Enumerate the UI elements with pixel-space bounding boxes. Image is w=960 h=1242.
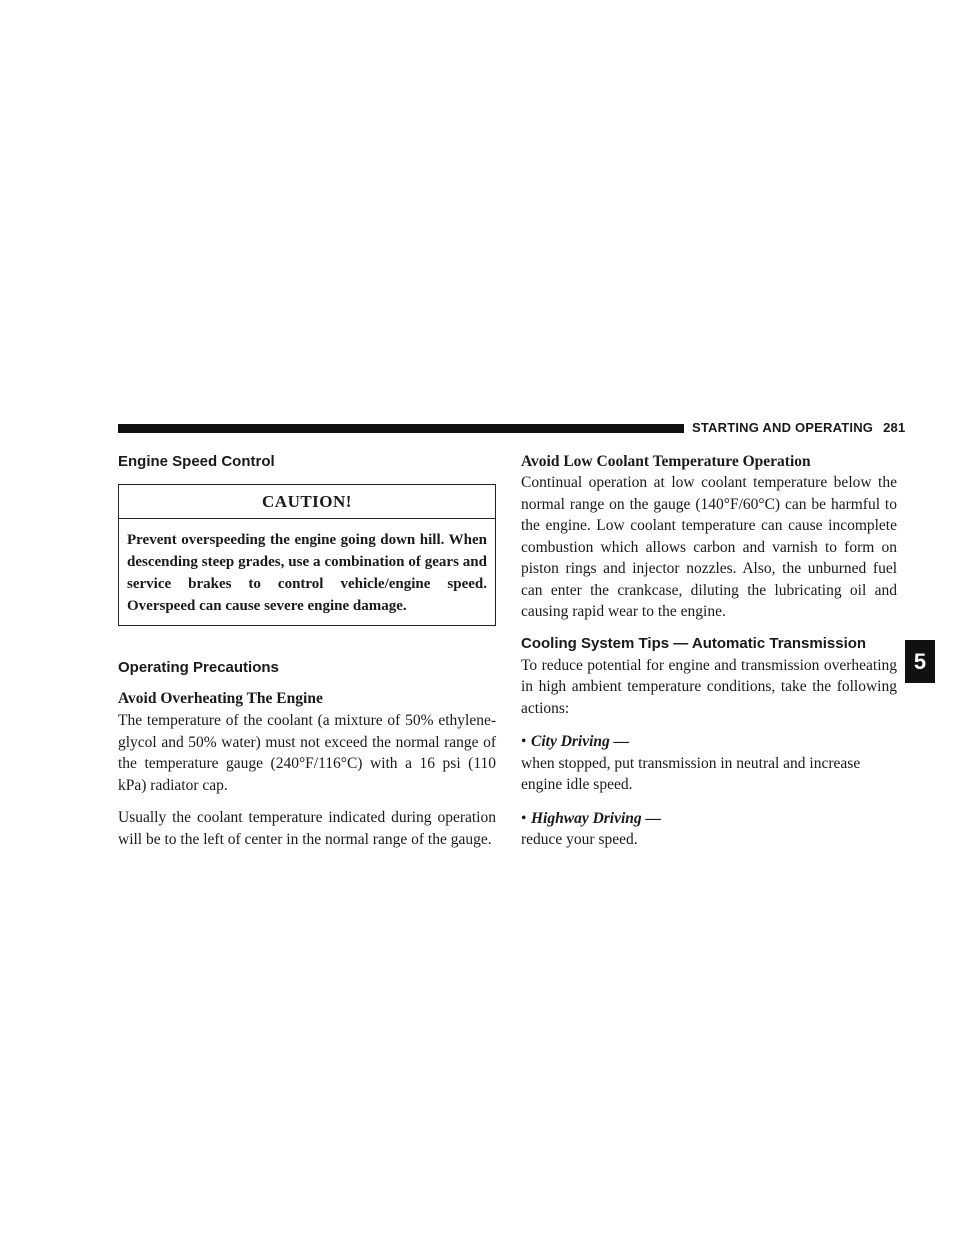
low-coolant-heading: Avoid Low Coolant Temperature Operation: [521, 453, 811, 470]
bullet-highway-driving-text: reduce your speed.: [521, 831, 638, 848]
bullet-label: Highway Driving —: [531, 809, 662, 827]
cooling-tips-heading: Cooling System Tips — Automatic Transmission: [521, 634, 867, 652]
bullet-city-driving: [521, 731, 897, 753]
overheating-paragraph: The temperature of the coolant (a mixture of 50% ethylene-glycol and 50% water) must not exceed the normal range of the temperature gauge (240°F/116°C) with a 16 psi (110 kPa) radiator cap.: [118, 712, 496, 794]
engine-speed-heading: Engine Speed Control: [118, 453, 275, 470]
section-title: STARTING AND OPERATING: [692, 420, 874, 435]
header-rule: [118, 424, 684, 433]
chapter-tab: 5: [905, 640, 935, 683]
caution-box: [118, 484, 496, 626]
cooling-tips-paragraph: To reduce potential for engine and transmission overheating in high ambient temperature conditions, take the following actions:: [521, 656, 897, 717]
left-column: [118, 452, 496, 850]
bullet-highway-driving: [521, 808, 897, 830]
caution-title: CAUTION!: [119, 485, 495, 519]
page-number: 281: [883, 420, 906, 435]
bullet-dot: •: [521, 809, 527, 827]
low-coolant-paragraph: Continual operation at low coolant temperature below the normal range on the gauge (140°F/60°C) can be harmful to the engine. Low coolant temperature can cause incomplete combustion which allows carbon and varnish to form on piston rings and injector nozzles. Also, the unburned fuel can enter the crankcase, diluting the lubricating oil and causing rapid wear to the engine.: [521, 474, 897, 620]
bullet-label: City Driving —: [531, 733, 630, 750]
bullet-dot: •: [521, 733, 527, 750]
coolant-indication-paragraph: Usually the coolant temperature indicated during operation will be to the left of center in the normal range of the gauge.: [118, 809, 496, 848]
bullet-city-driving-text: when stopped, put transmission in neutral and increase engine idle speed.: [521, 754, 861, 793]
running-head: [692, 419, 905, 437]
overheating-heading: Avoid Overheating The Engine: [118, 690, 323, 707]
right-column: [521, 452, 897, 851]
operating-precautions-heading: Operating Precautions: [118, 659, 279, 676]
caution-text: Prevent overspeeding the engine going down hill. When descending steep grades, use a combination of gears and service brakes to control vehicle/engine speed. Overspeed can cause severe engine damage.: [127, 532, 487, 614]
